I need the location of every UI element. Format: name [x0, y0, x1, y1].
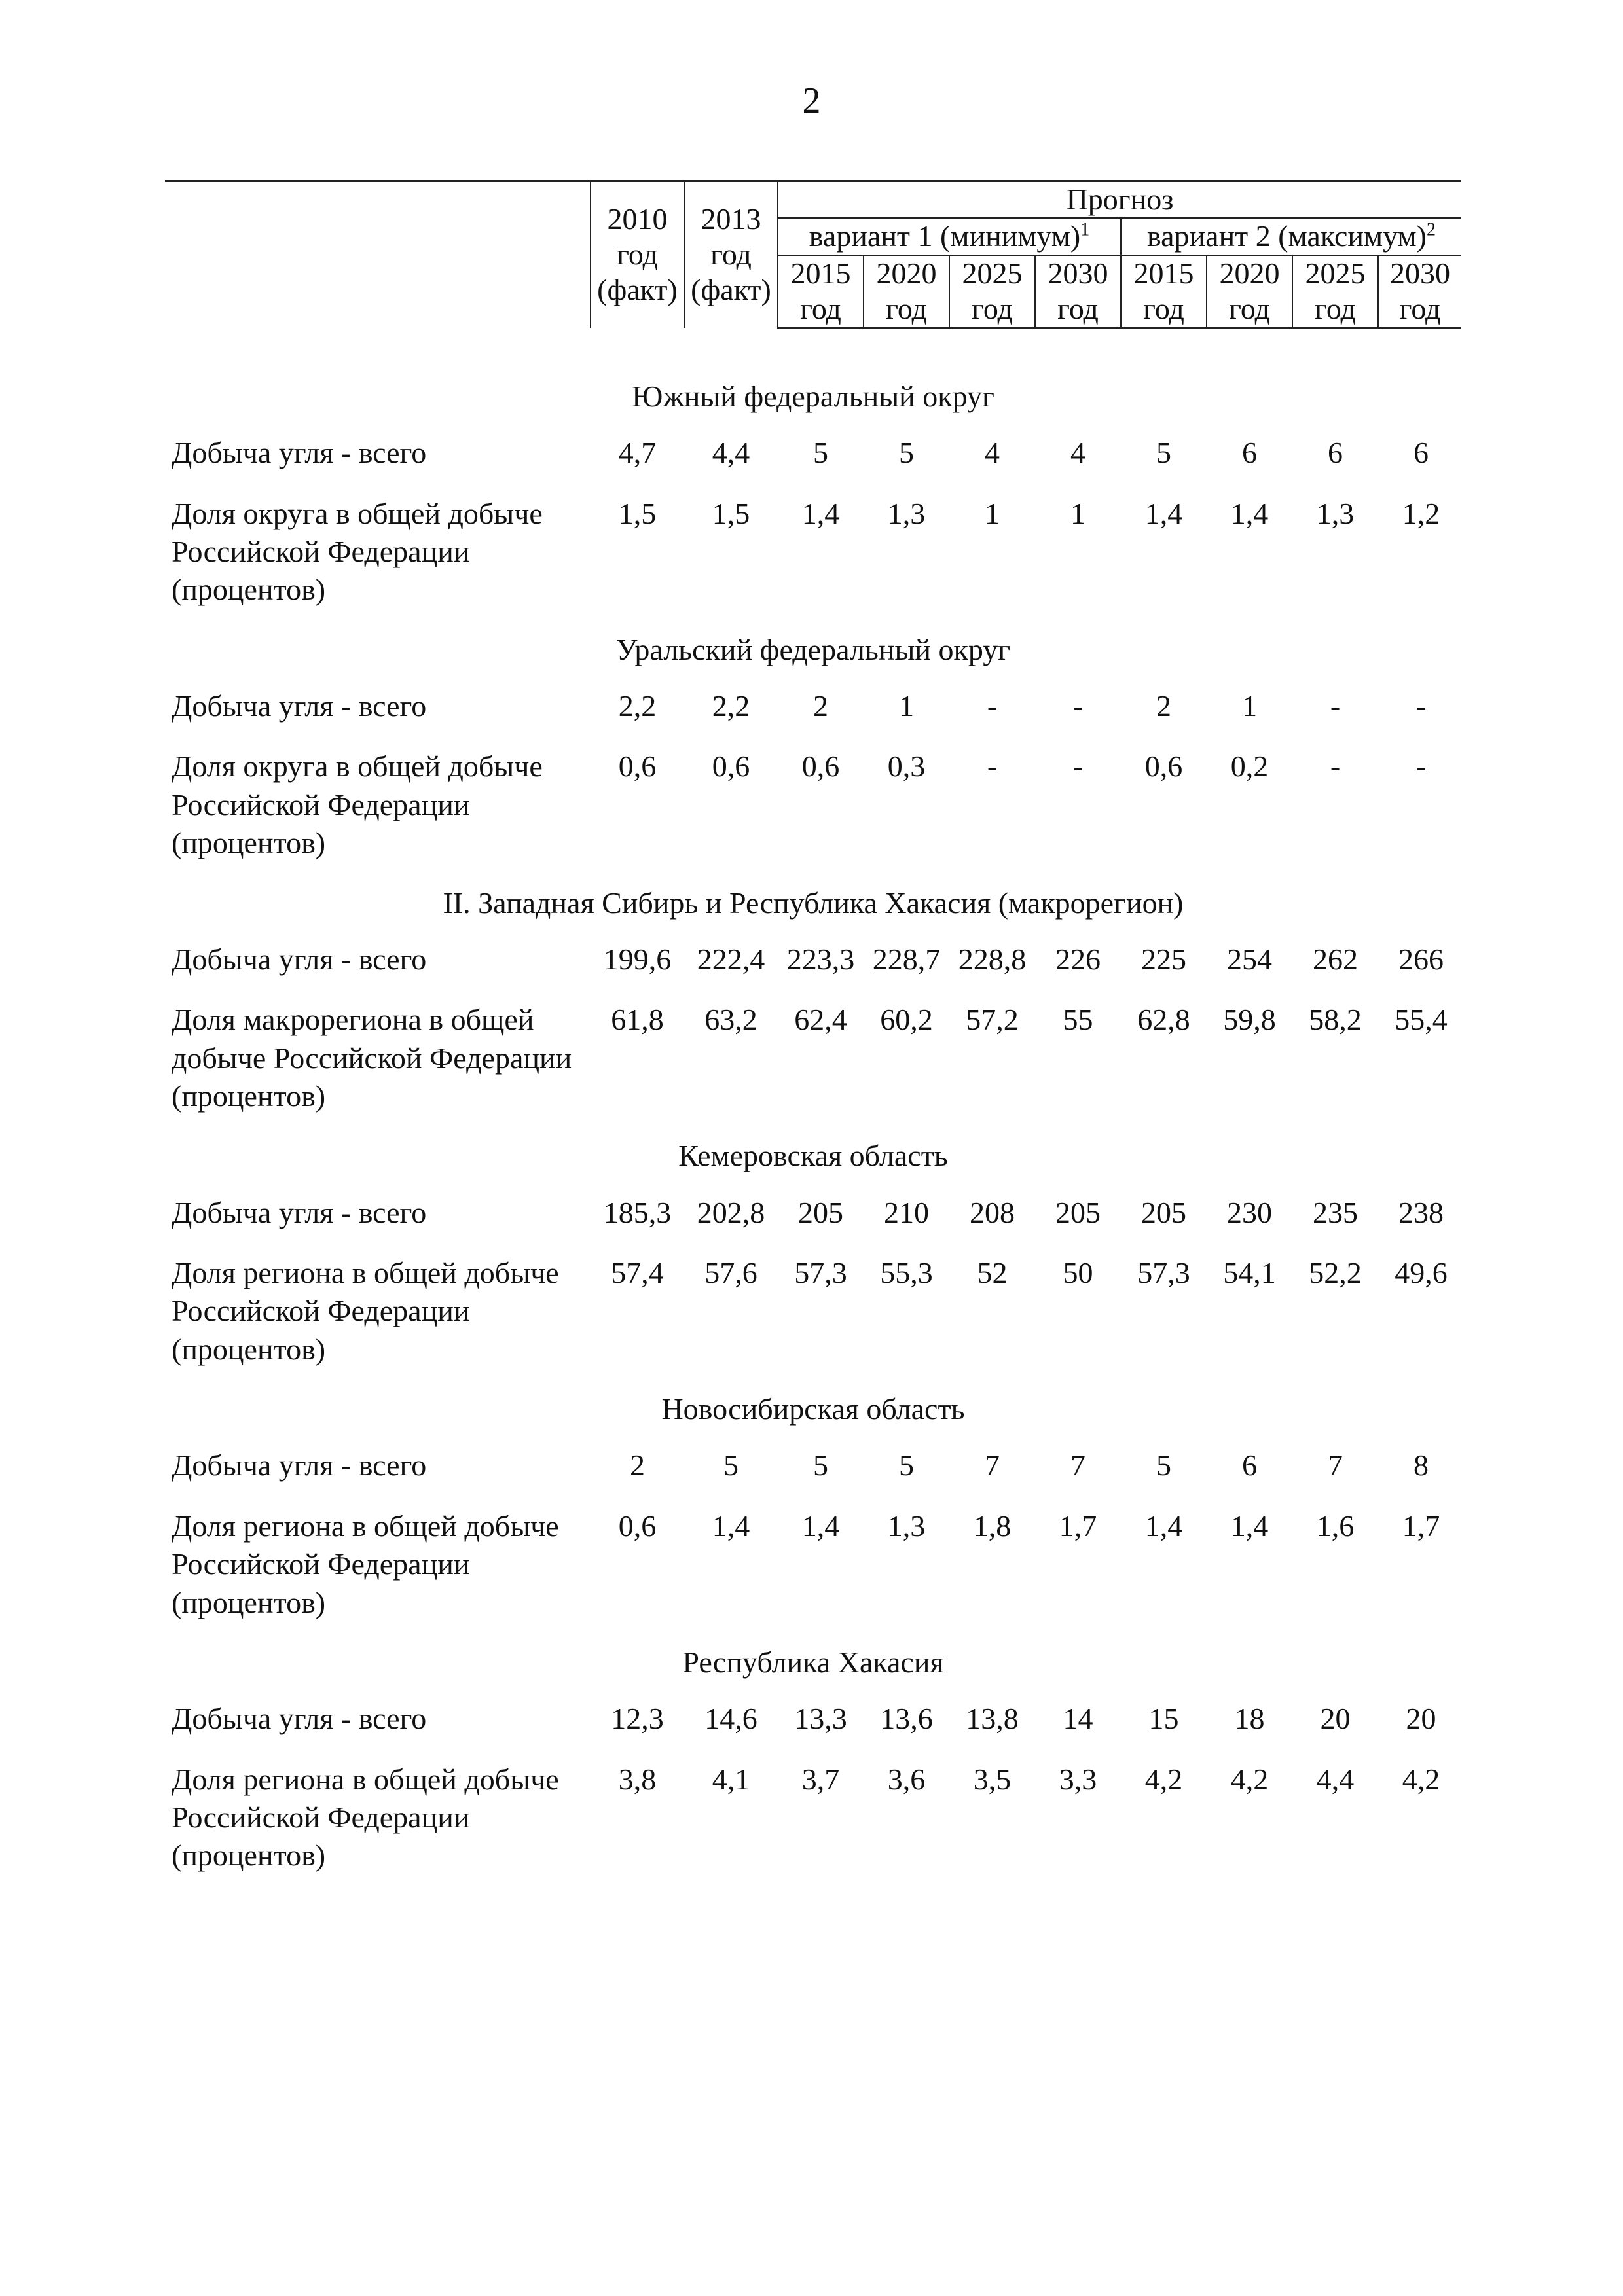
table-cell: - [1330, 689, 1341, 723]
table-cell: 2 [1156, 689, 1171, 723]
table-cell: 0,2 [1230, 749, 1269, 783]
table-cell: 4,2 [1144, 1762, 1183, 1796]
row-label: Добыча угля - всего [172, 1448, 427, 1482]
table-cell: 2 [630, 1448, 645, 1482]
table-cell: 62,8 [1137, 1003, 1190, 1037]
table-cell: 6 [1242, 1448, 1257, 1482]
header-year: 2025 год [949, 255, 1035, 328]
table-cell: 7 [1070, 1448, 1085, 1482]
table-cell: 12,3 [611, 1702, 664, 1736]
table-cell: 63,2 [704, 1003, 757, 1037]
table-cell: 57,4 [611, 1256, 664, 1290]
row-label: Доля региона в общей добыче Российской Федерации (процентов) [172, 1256, 559, 1366]
section-title: Новосибирская область [661, 1392, 965, 1426]
table-cell: 4,2 [1402, 1762, 1440, 1796]
table-cell: 2,2 [712, 689, 750, 723]
table-cell: 1,3 [1316, 496, 1355, 530]
header-year: 2030 год [1378, 255, 1461, 328]
table-cell: 49,6 [1395, 1256, 1448, 1290]
table-cell: 50 [1063, 1256, 1093, 1290]
table-cell: 60,2 [880, 1003, 933, 1037]
table-cell: 4,7 [618, 436, 657, 470]
table-cell: 210 [884, 1195, 929, 1229]
table-cell: 6 [1328, 436, 1343, 470]
table-cell: 226 [1055, 942, 1101, 976]
header-variant-1: вариант 1 (минимум)$^1$ [778, 218, 1121, 255]
table-cell: 238 [1398, 1195, 1444, 1229]
table-cell: 205 [1055, 1195, 1101, 1229]
table-cell: 1,3 [887, 496, 926, 530]
table-cell: 13,3 [794, 1702, 847, 1736]
header-year: 2030 год [1035, 255, 1121, 328]
table-cell: 254 [1227, 942, 1272, 976]
table-cell: 266 [1398, 942, 1444, 976]
header-year: 2015 год [778, 255, 864, 328]
table-cell: 0,6 [712, 749, 750, 783]
table-cell: 6 [1413, 436, 1429, 470]
table-cell: 58,2 [1309, 1003, 1362, 1037]
row-label: Доля макрорегиона в общей добыче Российской Федерации (процентов) [172, 1003, 572, 1113]
table-cell: 7 [985, 1448, 1000, 1482]
header-forecast: Прогноз [778, 181, 1461, 219]
table-row [165, 1254, 1461, 1369]
table-cell: 1,4 [1144, 496, 1183, 530]
table-cell: 208 [970, 1195, 1015, 1229]
table-cell: 1,4 [1144, 1509, 1183, 1543]
table-cell: - [987, 689, 998, 723]
table-row [165, 1194, 1461, 1232]
table-body [165, 353, 1461, 1897]
table-row [165, 747, 1461, 862]
table-cell: 1 [1070, 496, 1085, 530]
table-cell: 0,6 [618, 1509, 657, 1543]
table-cell: 5 [899, 436, 914, 470]
table-cell: 8 [1413, 1448, 1429, 1482]
table-cell: 57,6 [704, 1256, 757, 1290]
table-cell: 1 [899, 689, 914, 723]
header-col-2013: 2013 год (факт) [684, 181, 778, 328]
header-year: 2020 год [1207, 255, 1292, 328]
table-cell: 13,8 [966, 1702, 1019, 1736]
table-cell: 55,3 [880, 1256, 933, 1290]
table-cell: 18 [1234, 1702, 1265, 1736]
table-cell: 5 [813, 1448, 828, 1482]
table-cell: 3,3 [1059, 1762, 1097, 1796]
table-cell: 185,3 [603, 1195, 672, 1229]
table-cell: 57,3 [794, 1256, 847, 1290]
header-blank-cell [165, 181, 591, 328]
table-cell: 20 [1406, 1702, 1436, 1736]
row-label: Доля региона в общей добыче Российской Федерации (процентов) [172, 1509, 559, 1619]
table-cell: 4,2 [1230, 1762, 1269, 1796]
row-label: Доля округа в общей добыче Российской Федерации (процентов) [172, 496, 543, 607]
table-cell: 205 [1141, 1195, 1186, 1229]
section-title: Кемеровская область [678, 1139, 948, 1173]
table-cell: 1 [985, 496, 1000, 530]
header-variant-2: вариант 2 (максимум)$^2$ [1121, 218, 1461, 255]
table-row [165, 1446, 1461, 1484]
table-cell: 1,8 [973, 1509, 1012, 1543]
table-cell: 1,6 [1316, 1509, 1355, 1543]
table-row [165, 687, 1461, 725]
table-cell: 205 [798, 1195, 843, 1229]
table-cell: 0,6 [801, 749, 840, 783]
table-cell: 2 [813, 689, 828, 723]
table-cell: 54,1 [1223, 1256, 1276, 1290]
table-cell: - [1072, 689, 1084, 723]
table-cell: 61,8 [611, 1003, 664, 1037]
row-label: Добыча угля - всего [172, 436, 427, 470]
table-cell: - [1415, 689, 1427, 723]
table-cell: 15 [1148, 1702, 1179, 1736]
header-year: 2025 год [1292, 255, 1378, 328]
row-label: Добыча угля - всего [172, 942, 427, 976]
table-cell: 14,6 [704, 1702, 757, 1736]
table-cell: 1,4 [801, 1509, 840, 1543]
table-cell: 228,8 [958, 942, 1027, 976]
table-cell: 14 [1063, 1702, 1093, 1736]
table-cell: 3,6 [887, 1762, 926, 1796]
table-row [165, 434, 1461, 472]
header-year: 2020 год [864, 255, 949, 328]
page-number: 2 [802, 81, 821, 121]
table-cell: 1,7 [1402, 1509, 1440, 1543]
table-cell: 228,7 [872, 942, 941, 976]
row-label: Доля региона в общей добыче Российской Федерации (процентов) [172, 1762, 559, 1873]
table-cell: 57,2 [966, 1003, 1019, 1037]
table-cell: 5 [1156, 436, 1171, 470]
table-cell: 7 [1328, 1448, 1343, 1482]
table-cell: 57,3 [1137, 1256, 1190, 1290]
table-cell: 262 [1313, 942, 1358, 976]
table-row [165, 495, 1461, 609]
table-cell: 1,5 [712, 496, 750, 530]
table-cell: 223,3 [786, 942, 855, 976]
table-cell: 59,8 [1223, 1003, 1276, 1037]
row-label: Добыча угля - всего [172, 1702, 427, 1736]
table-cell: - [987, 749, 998, 783]
table-cell: 5 [723, 1448, 739, 1482]
table-cell: 1,2 [1402, 496, 1440, 530]
table-cell: 199,6 [603, 942, 672, 976]
table-cell: 52,2 [1309, 1256, 1362, 1290]
table-row [165, 1001, 1461, 1115]
section-title: Южный федеральный округ [632, 380, 994, 413]
table-cell: 2,2 [618, 689, 657, 723]
table-cell: 3,5 [973, 1762, 1012, 1796]
table-cell: 4 [985, 436, 1000, 470]
table-cell: 55 [1063, 1003, 1093, 1037]
table-cell: 1,4 [801, 496, 840, 530]
table-cell: 20 [1320, 1702, 1351, 1736]
table-header [165, 180, 1461, 329]
table-cell: 5 [813, 436, 828, 470]
table-cell: 1,4 [712, 1509, 750, 1543]
table-cell: 1,4 [1230, 1509, 1269, 1543]
table-cell: 6 [1242, 436, 1257, 470]
table-cell: - [1415, 749, 1427, 783]
table-cell: 202,8 [697, 1195, 765, 1229]
table-cell: 52 [977, 1256, 1008, 1290]
row-label: Добыча угля - всего [172, 689, 427, 723]
footnote-1: 1 [1080, 219, 1090, 240]
table-cell: 225 [1141, 942, 1186, 976]
table-cell: 3,8 [618, 1762, 657, 1796]
table-cell: - [1072, 749, 1084, 783]
table-cell: 1,4 [1230, 496, 1269, 530]
table-row [165, 1507, 1461, 1622]
table-cell: 235 [1313, 1195, 1358, 1229]
table-cell: 230 [1227, 1195, 1272, 1229]
table-cell: 4,1 [712, 1762, 750, 1796]
row-label: Доля округа в общей добыче Российской Федерации (процентов) [172, 749, 543, 860]
table-cell: 0,6 [1144, 749, 1183, 783]
table-row [165, 941, 1461, 978]
table-cell: 0,3 [887, 749, 926, 783]
table-cell: 4,4 [712, 436, 750, 470]
table-cell: 5 [1156, 1448, 1171, 1482]
table-cell: 1 [1242, 689, 1257, 723]
table-cell: 0,6 [618, 749, 657, 783]
table-cell: 55,4 [1395, 1003, 1448, 1037]
table-cell: 1,3 [887, 1509, 926, 1543]
header-year: 2015 год [1121, 255, 1207, 328]
table-cell: 62,4 [794, 1003, 847, 1037]
table-cell: 1,5 [618, 496, 657, 530]
table-cell: 3,7 [801, 1762, 840, 1796]
row-label: Добыча угля - всего [172, 1195, 427, 1229]
table-row [165, 1700, 1461, 1738]
section-title: II. Западная Сибирь и Республика Хакасия (макрорегион) [443, 886, 1184, 920]
table-cell: 1,7 [1059, 1509, 1097, 1543]
table-cell: 5 [899, 1448, 914, 1482]
table-cell: 4 [1070, 436, 1085, 470]
table-cell: 222,4 [697, 942, 765, 976]
section-title: Республика Хакасия [682, 1645, 944, 1679]
footnote-2: 2 [1426, 219, 1436, 240]
header-col-2010: 2010 год (факт) [591, 181, 684, 328]
section-title: Уральский федеральный округ [615, 632, 1011, 666]
table-row [165, 1761, 1461, 1875]
table-cell: 4,4 [1316, 1762, 1355, 1796]
table-cell: 13,6 [880, 1702, 933, 1736]
table-cell: - [1330, 749, 1341, 783]
